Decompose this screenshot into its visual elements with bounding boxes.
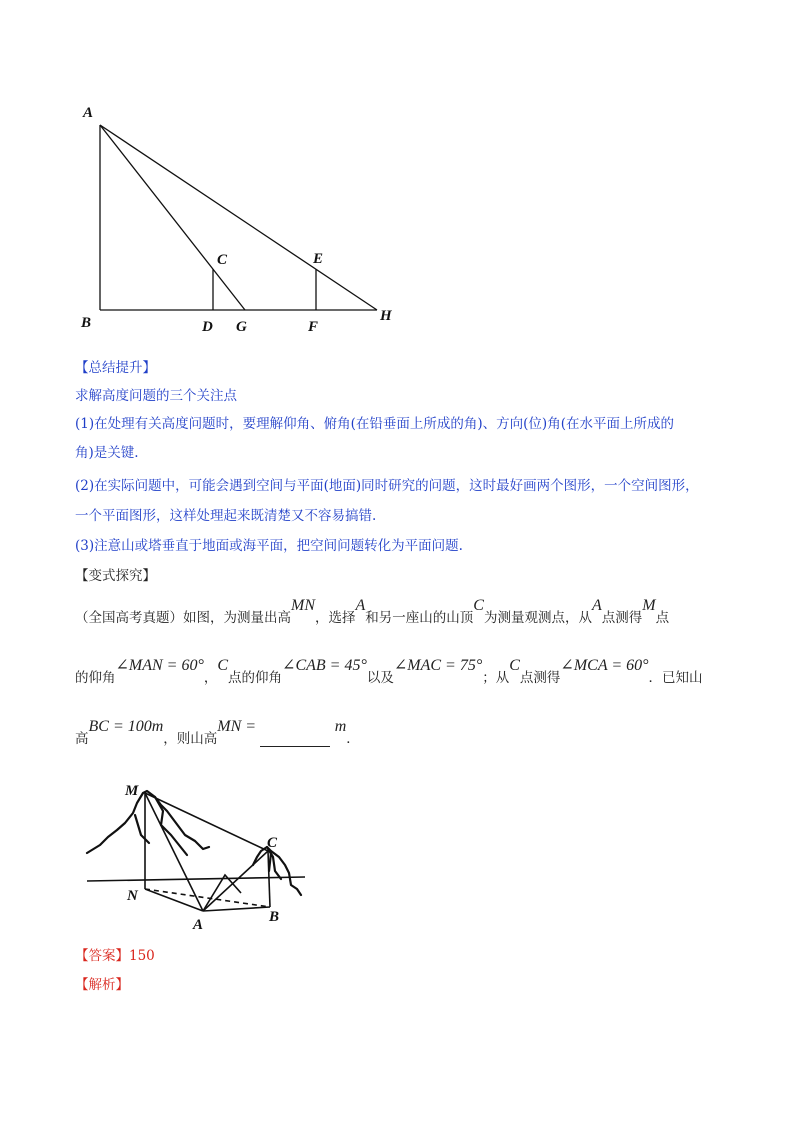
text: ，: [203, 670, 218, 686]
label-E: E: [313, 251, 324, 267]
text: ，则山高: [163, 731, 218, 747]
text: 和另一座山的山顶: [365, 610, 474, 626]
text: 高: [75, 731, 89, 747]
variant-title: 【变式探究】: [75, 568, 156, 584]
math-MN: MN =: [217, 718, 257, 735]
summary-subtitle: 求解高度问题的三个关注点: [75, 388, 237, 404]
math-A: A: [591, 597, 602, 614]
text: （全国高考真题）如图，为测量出高: [75, 610, 291, 626]
label-A: A: [83, 105, 94, 121]
math-angle-MAC: ∠MAC = 75°: [393, 657, 483, 674]
variant-line-2: [75, 657, 703, 691]
math-angle-MCA: ∠MCA = 60°: [560, 657, 649, 674]
math-MN: MN: [291, 597, 315, 614]
math-C: C: [473, 597, 484, 614]
math-C: C: [217, 657, 229, 674]
text: ．: [346, 731, 360, 747]
summary-point-1-line-2: 角)是关键.: [75, 445, 139, 461]
math-A: A: [355, 597, 366, 614]
summary-point-1-line-1: (1)在处理有关高度问题时，要理解仰角、俯角(在铅垂面上所成的角)、方向(位)角(在水平面上所成的: [75, 416, 674, 432]
math-angle-CAB: ∠CAB = 45°: [282, 657, 367, 674]
text: 点测得: [519, 670, 561, 686]
label-M: M: [125, 783, 139, 799]
label-D: D: [202, 319, 213, 335]
answer-blank: [260, 732, 330, 747]
segment-AH: [100, 125, 377, 310]
label-F: F: [308, 319, 319, 335]
text: ．已知山: [648, 670, 703, 686]
math-angle-MAN: ∠MAN = 60°: [115, 657, 204, 674]
summary-title: 【总结提升】: [75, 360, 156, 376]
segment-AB: [203, 907, 270, 911]
segment-AG: [100, 125, 245, 310]
text: 点: [655, 610, 670, 626]
summary-point-2-line-1: (2)在实际问题中，可能会遇到空间与平面(地面)同时研究的问题，这时最好画两个图形，一个空间图形，: [75, 478, 699, 494]
text: ；从: [482, 670, 510, 686]
label-B: B: [81, 315, 92, 331]
segment-MC: [145, 793, 268, 851]
math-BC: BC = 100m: [88, 718, 164, 735]
math-unit-m: m: [334, 718, 347, 735]
answer-value: 150: [129, 948, 155, 964]
math-C: C: [509, 657, 520, 674]
label-G: G: [236, 319, 247, 335]
label-C: C: [217, 252, 228, 268]
mountain-figure: [75, 775, 315, 935]
label-C: C: [267, 835, 278, 851]
math-M: M: [642, 597, 656, 614]
answer-tag: 【答案】: [75, 948, 129, 964]
text: 的仰角: [75, 670, 116, 686]
answer-line: [75, 943, 155, 969]
analysis-tag: 【解析】: [75, 977, 129, 993]
text: 点的仰角: [228, 670, 283, 686]
summary-point-3: (3)注意山或塔垂直于地面或海平面，把空间问题转化为平面问题.: [75, 538, 463, 554]
mountain-right-outline: [253, 847, 301, 895]
text: 以及: [366, 670, 394, 686]
label-B: B: [269, 909, 280, 925]
text: ，选择: [315, 610, 356, 626]
variant-line-1: [75, 597, 670, 631]
text: 点测得: [601, 610, 643, 626]
label-N: N: [127, 888, 138, 904]
variant-line-3: [75, 718, 360, 752]
geometry-figure-1: [75, 95, 405, 345]
summary-point-2-line-2: 一个平面图形，这样处理起来既清楚又不容易搞错.: [75, 508, 377, 524]
ground-line: [87, 877, 305, 881]
text: 为测量观测点，从: [483, 610, 592, 626]
label-H: H: [380, 308, 392, 324]
label-A: A: [193, 917, 204, 933]
